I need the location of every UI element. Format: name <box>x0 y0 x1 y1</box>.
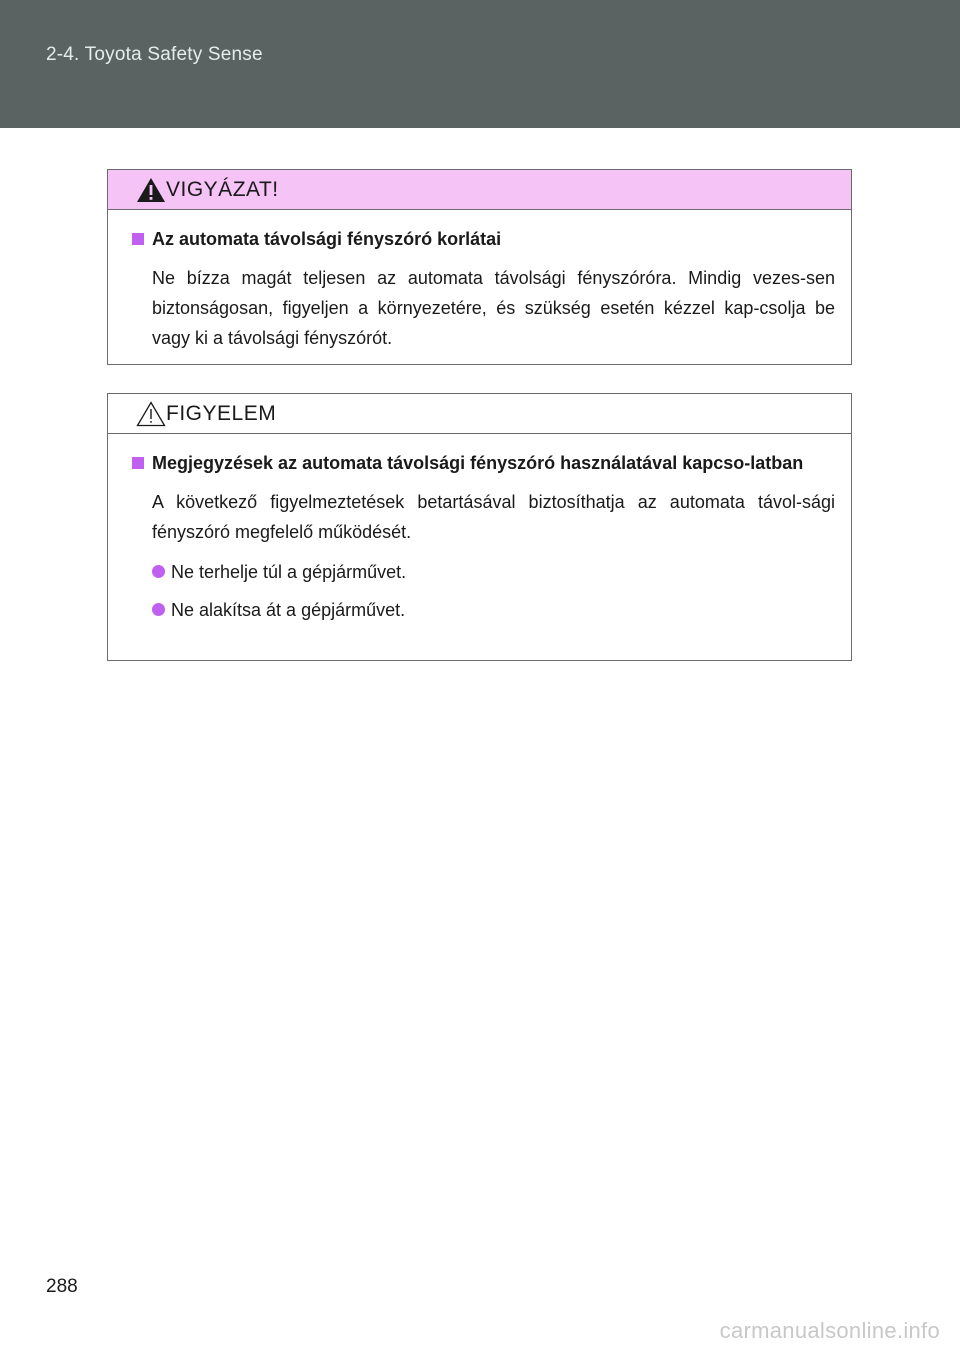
notice-subhead <box>132 450 835 477</box>
warning-triangle-filled-icon <box>136 177 166 203</box>
notice-header <box>108 394 851 434</box>
caution-box <box>107 169 852 365</box>
list-item <box>152 595 835 625</box>
notice-box <box>107 393 852 661</box>
caution-header <box>108 170 851 210</box>
circle-bullet-icon <box>152 565 165 578</box>
warning-triangle-outline-icon <box>136 401 166 427</box>
caution-body <box>108 210 851 353</box>
notice-body <box>108 434 851 625</box>
caution-subhead <box>132 226 835 253</box>
watermark: carmanualsonline.info <box>719 1318 940 1343</box>
list-item-text: Ne alakítsa át a gépjárművet. <box>171 600 406 620</box>
notice-title: FIGYELEM <box>166 402 277 425</box>
caution-title: VIGYÁZAT! <box>166 178 279 201</box>
section-label: 2-4. Toyota Safety Sense <box>46 44 263 65</box>
list-item-text: Ne terhelje túl a gépjárművet. <box>171 562 407 582</box>
caution-paragraph: Ne bízza magát teljesen az automata távolsági fényszóróra. Mindig vezes-sen biztonságosan, figyeljen a környezetére, és szükség esetén kézzel kap-csolja be vagy ki a távolsági fényszórót. <box>152 268 835 348</box>
page-number: 288 <box>46 1276 78 1297</box>
caution-subhead-text: Az automata távolsági fényszóró korlátai <box>152 229 502 249</box>
notice-subhead-text: Megjegyzések az automata távolsági fényszóró használatával kapcso-latban <box>152 453 804 473</box>
header-band <box>0 0 960 128</box>
notice-list <box>152 557 835 625</box>
circle-bullet-icon <box>152 603 165 616</box>
list-item <box>152 557 835 587</box>
square-bullet-icon <box>132 457 144 469</box>
notice-paragraph: A következő figyelmeztetések betartásával biztosíthatja az automata távol-sági fényszóró megfelelő működését. <box>152 492 835 542</box>
square-bullet-icon <box>132 233 144 245</box>
